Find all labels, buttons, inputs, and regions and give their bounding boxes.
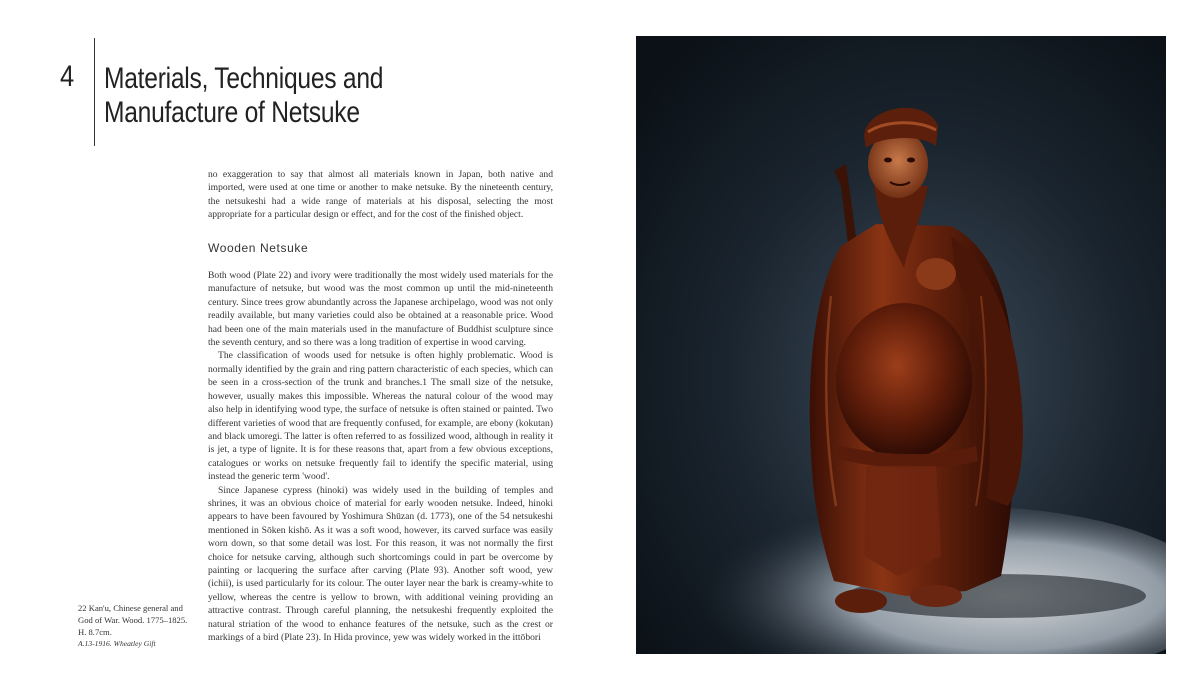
body-text-column — [208, 168, 553, 644]
chapter-title-line-1: Materials, Techniques and — [104, 62, 384, 95]
netsuke-figure-illustration — [636, 36, 1166, 654]
plate-caption — [78, 602, 196, 650]
body-paragraph-3: Since Japanese cypress (hinoki) was widely used in the building of temples and shrines, it was an obvious choice of material for early wooden netsuke. Indeed, hinoki appears to have been favoured by Yoshimura Shūzan (d. 1773), one of the 54 netsukeshi mentioned in Sōken kishō. As it was a soft wood, however, its carved surface was easily worn down, so that some detail was lost. For this reason, it was not normally the first choice for netsuke carving, although such shortcomings could in part be overcome by painting or lacquering the surface after carving (Plate 93). Another soft wood, yew (ichii), is used particularly for its colour. The outer layer near the bark is creamy-white to yellow, whereas the centre is yellow to brown, with additional veining providing an attractive contrast. Through careful planning, the netsukeshi frequently exploited the natural striation of the wood to enhance features of the netsuke, such as the crest or markings of a bird (Plate 23). In Hida province, yew was widely worked in the ittōbori — [208, 484, 553, 643]
body-paragraph-1: Both wood (Plate 22) and ivory were traditionally the most widely used materials for the manufacture of netsuke, but wood was the most common up until the mid-nineteenth century. Since trees grow abundantly across the Japanese archipelago, wood was not only readily available, but many varieties could also be obtained at a reasonable price. Wood had been one of the main materials used in the manufacture of Buddhist sculpture since the seventh century, and so there was a long tradition of expertise in wood carving. — [208, 270, 553, 349]
section-heading: Wooden Netsuke — [208, 240, 309, 255]
netsuke-photo — [636, 36, 1166, 654]
intro-paragraph: no exaggeration to say that almost all materials known in Japan, both native and imported, were used at one time or another to make netsuke. By the nineteenth century, the netsukeshi had a wide range of materials at his disposal, selecting the most appropriate for a particular design or effect, and for the cost of the finished object. — [208, 169, 553, 221]
chapter-title-line-2: Manufacture of Netsuke — [104, 96, 360, 129]
chapter-divider-rule — [94, 38, 95, 146]
chapter-title — [104, 62, 384, 130]
caption-text: 22 Kan'u, Chinese general and God of War. Wood. 1775–1825. H. 8.7cm. — [78, 603, 188, 637]
caption-accession: A.13-1916. Wheatley Gift — [78, 639, 156, 648]
body-paragraph-2: The classification of woods used for netsuke is often highly problematic. Wood is normally identified by the grain and ring pattern characteristic of each species, which can be seen in a cross-section of the trunk and branches.1 The small size of the netsuke, however, usually makes this impossible. Whereas the natural colour of the wood may also help in identifying wood type, the surface of netsuke is often stained or painted. Two different varieties of wood that are frequently confused, for example, are ebony (kokutan) and black umoregi. The latter is often referred to as fossilized wood, although in reality it is jet, a type of lignite. It is for these reasons that, apart from a few obvious exceptions, catalogues or works on netsuke frequently fail to identify the specific material, using instead the generic term 'wood'. — [208, 350, 553, 483]
chapter-number: 4 — [60, 60, 75, 93]
